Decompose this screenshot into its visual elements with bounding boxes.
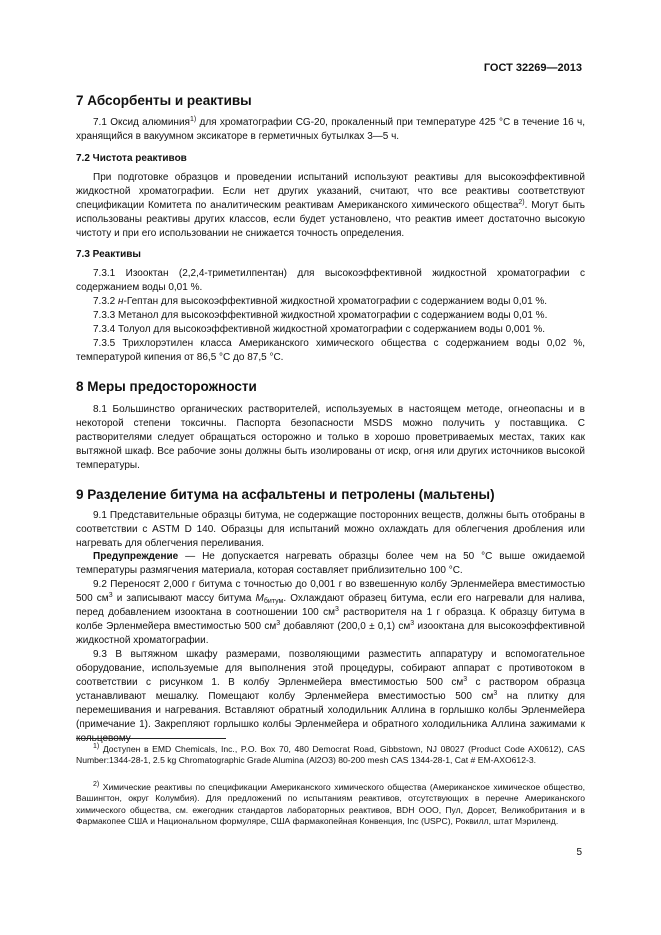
footnote-ref-2: 2) [518,199,525,206]
standard-code: ГОСТ 32269—2013 [483,62,582,74]
subsection-7-3-heading: 7.3 Реактивы [76,249,141,260]
section-8-heading: 8 Меры предосторожности [76,379,257,394]
paragraph-7-3-2: 7.3.2 н-Гептан для высокоэффективной жидкостной хроматографии с содержанием воды 0,01 %. [93,296,548,307]
warning-paragraph: Предупреждение — Не допускается нагревать образцы более чем на 50 °С выше ожидаемой температуры размягчения материала, которая составляет приблизительно 100 °С. [76,551,585,576]
paragraph-7-3-3: 7.3.3 Метанол для высокоэффективной жидкостной хроматографии с содержанием воды 0,01 %. [93,310,548,321]
warning-label: Предупреждение [93,551,179,562]
subsection-7-2-heading: 7.2 Чистота реактивов [76,153,187,164]
paragraph-8-1: 8.1 Большинство органических растворителей, используемых в настоящем методе, огнеопасны и в некоторой степени токсичны. Паспорта безопасности MSDS можно получить у поставщика. С растворителями следует обращаться осторожно и только в хорошо проветриваемых местах, таких как вытяжной шкаф. Все рабочие зоны должны быть изолированы от искр, огня или других источников высокой температуры. [76,404,585,471]
paragraph-7-3-4: 7.3.4 Толуол для высокоэффективной жидкостной хроматографии с содержанием воды 0,001 %. [93,324,546,335]
paragraph-9-1: 9.1 Представительные образцы битума, не содержащие посторонних веществ, должны быть отобраны в соответствии с ASTM D 140. Образцы для испытаний можно охлаждать для облегчения дробления или нагревать для облегчения переливания. [76,510,585,549]
paragraph-7-1: 7.1 Оксид алюминия$^{1)}$ для хроматографии CG-20, прокаленный при температуре 425 °С в течение 16 ч, хранящийся в вакуумном эксикаторе в герметичных бутылках 3—5 ч. [76,116,585,142]
footnote-ref-1: 1) [189,116,197,123]
paragraph-9-3: 9.3 В вытяжном шкафу размерами, позволяющими разместить аппаратуру и вспомогательное оборудование, используемые для выполнения этой процедуры, собирают аппарат с противотоком в соответствии с рисунком 1. В колбу Эрленмейера вместимостью 500 $см^3$ с раствором образца устанавливают мешалку. Помещают колбу Эрленмейера вместимостью 500 $см^3$ на плитку для перемешивания и нагревания. Вставляют обратный холодильник Аллина в горлышко колбы Эрленмейера (примечание 1). Закрепляют горлышко колбы Эрленмейера и обратного холодильника Аллина зажимами к кольцевому [76,649,585,744]
paragraph-9-2: 9.2 Переносят 2,000 г битума с точностью до 0,001 г во взвешенную колбу Эрленмейера вместимостью 500 $см^3$ и записывают массу битума $М_{битум}$. Охлаждают образец битума, если его нагревали для налива, перед добавлением изооктана в соотношении 100 $см^3$ растворителя на 1 г образца. К образцу битума в колбе Эрленмейера вместимостью 500 $см^3$ добавляют (200,0 ± 0,1) $см^3$ изооктана для высокоэффективной жидкостной хроматографии. [76,579,585,646]
paragraph-7-2: При подготовке образцов и проведении испытаний используют реактивы для высокоэффективной жидкостной хроматографии. Если нет других указаний, считают, что все реактивы соответствуют спецификации Комитета по аналитическим реактивам Американского химического общества$^{2)}$. Могут быть использованы реактивы других классов, если будет установлено, что реактив имеет достаточно высокую чистоту и при его использовании не снижается точность определения. [76,172,585,239]
footnote-1: $^{1)}$ Доступен в EMD Chemicals, Inc., P.O. Box 70, 480 Democrat Road, Gibbstown, NJ 08027 (Product Code AX0612), CAS Number:1344-28-1, 2.5 kg Chromatographic Grade Alumina (Al2O3) 80-200 mesh CAS 1344-28-1, Cat # EM-AXO612-3. [76,743,585,766]
page-number: 5 [576,847,582,858]
paragraph-7-3-1: 7.3.1 Изооктан (2,2,4-триметилпентан) для высокоэффективной жидкостной хроматографии с содержанием воды 0,01 %. [76,268,585,293]
paragraph-7-3-5: 7.3.5 Трихлорэтилен класса Американского химического общества с содержанием воды 0,02 %, температурой кипения от 86,5 °С до 87,5 °С. [76,338,585,363]
footnote-2: $^{2)}$ Химические реактивы по спецификации Американского химического общества (Американское химическое общество, Вашингтон, округ Колумбия). Для предложений по испытаниям реактивов, отсутствующих в перечне Американского химического общества, см. ежегодник стандартов лабораторных реактивов, BDH ООО, Пул, Дорсет, Великобритания и в Фармакопее США и Национальном формуляре, США фармакопейная Конвенция, Inc (USPC), Роквилл, штат Мэриленд. [76,781,585,827]
section-9-heading: 9 Разделение битума на асфальтены и петролены (мальтены) [76,487,495,502]
footnote-separator [76,738,226,739]
section-7-heading: 7 Абсорбенты и реактивы [76,93,252,108]
